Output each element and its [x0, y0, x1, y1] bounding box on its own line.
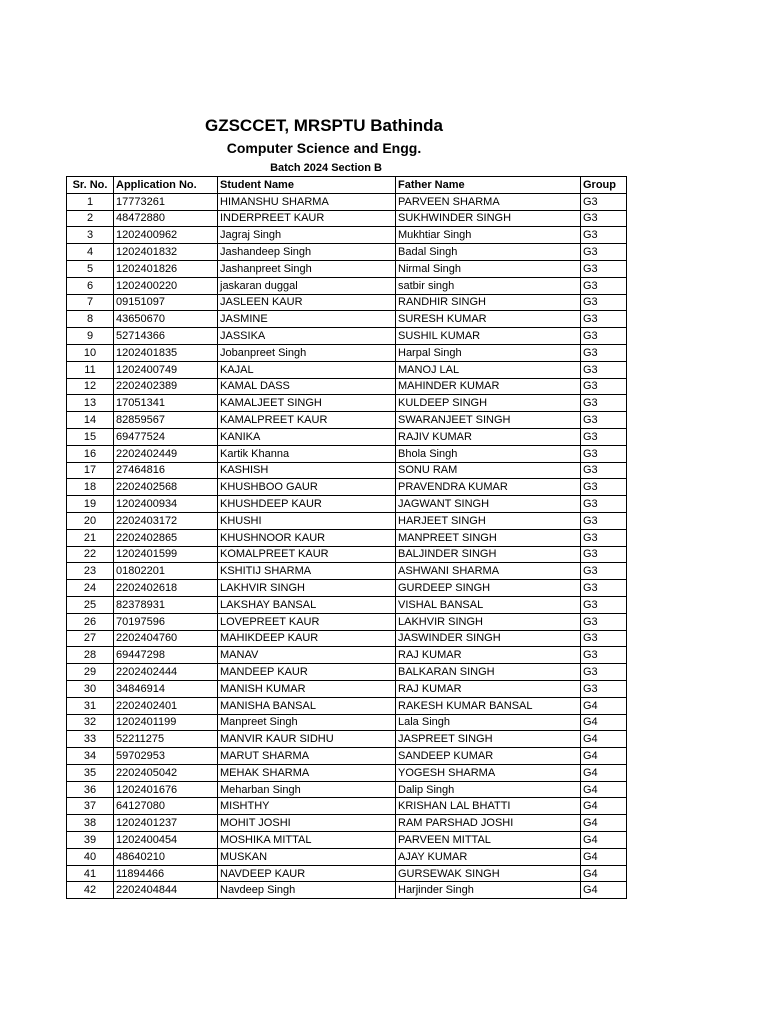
cell-group: G3: [581, 462, 627, 479]
cell-student-name: MANAV: [218, 647, 396, 664]
table-row: [67, 848, 627, 865]
cell-father-name: LAKHVIR SINGH: [396, 613, 581, 630]
cell-student-name: Manpreet Singh: [218, 714, 396, 731]
cell-student-name: MANISHA BANSAL: [218, 697, 396, 714]
cell-student-name: MAHIKDEEP KAUR: [218, 630, 396, 647]
table-row: [67, 428, 627, 445]
cell-application-no: 1202401237: [114, 815, 218, 832]
table-row: [67, 412, 627, 429]
cell-group: G3: [581, 395, 627, 412]
cell-application-no: 1202401832: [114, 244, 218, 261]
table-row: [67, 580, 627, 597]
table-row: [67, 613, 627, 630]
table-row: [67, 277, 627, 294]
table-header-row: [67, 177, 627, 194]
cell-student-name: Jashanpreet Singh: [218, 260, 396, 277]
cell-group: G3: [581, 563, 627, 580]
cell-father-name: SUKHWINDER SINGH: [396, 210, 581, 227]
cell-student-name: KHUSHDEEP KAUR: [218, 496, 396, 513]
cell-sr-no: 32: [67, 714, 114, 731]
cell-student-name: KHUSHI: [218, 512, 396, 529]
cell-student-name: KANIKA: [218, 428, 396, 445]
cell-sr-no: 37: [67, 798, 114, 815]
cell-sr-no: 16: [67, 445, 114, 462]
cell-group: G3: [581, 294, 627, 311]
table-row: [67, 344, 627, 361]
table-row: [67, 361, 627, 378]
cell-student-name: KHUSHNOOR KAUR: [218, 529, 396, 546]
table-row: [67, 462, 627, 479]
cell-sr-no: 38: [67, 815, 114, 832]
cell-application-no: 1202401599: [114, 546, 218, 563]
cell-group: G4: [581, 815, 627, 832]
cell-father-name: PARVEEN MITTAL: [396, 832, 581, 849]
cell-application-no: 1202401835: [114, 344, 218, 361]
cell-father-name: Harpal Singh: [396, 344, 581, 361]
cell-sr-no: 18: [67, 479, 114, 496]
cell-group: G3: [581, 428, 627, 445]
cell-application-no: 70197596: [114, 613, 218, 630]
cell-application-no: 2202405042: [114, 764, 218, 781]
cell-application-no: 17773261: [114, 193, 218, 210]
cell-sr-no: 6: [67, 277, 114, 294]
cell-group: G3: [581, 630, 627, 647]
cell-sr-no: 3: [67, 227, 114, 244]
cell-student-name: HIMANSHU SHARMA: [218, 193, 396, 210]
table-row: [67, 714, 627, 731]
cell-group: G3: [581, 479, 627, 496]
header-sr-no: Sr. No.: [67, 177, 114, 194]
cell-sr-no: 36: [67, 781, 114, 798]
table-body: [67, 193, 627, 898]
header-student-name: Student Name: [218, 177, 396, 194]
cell-group: G3: [581, 613, 627, 630]
cell-group: G3: [581, 260, 627, 277]
cell-group: G3: [581, 361, 627, 378]
cell-student-name: MANDEEP KAUR: [218, 664, 396, 681]
cell-sr-no: 15: [67, 428, 114, 445]
cell-student-name: JASLEEN KAUR: [218, 294, 396, 311]
cell-application-no: 48472880: [114, 210, 218, 227]
cell-group: G4: [581, 748, 627, 765]
cell-sr-no: 8: [67, 311, 114, 328]
cell-application-no: 2202402449: [114, 445, 218, 462]
cell-student-name: KAMALPREET KAUR: [218, 412, 396, 429]
cell-group: G3: [581, 529, 627, 546]
cell-group: G4: [581, 848, 627, 865]
cell-student-name: JASMINE: [218, 311, 396, 328]
table-row: [67, 529, 627, 546]
cell-father-name: KRISHAN LAL BHATTI: [396, 798, 581, 815]
cell-application-no: 17051341: [114, 395, 218, 412]
table-row: [67, 596, 627, 613]
cell-application-no: 2202402865: [114, 529, 218, 546]
cell-sr-no: 5: [67, 260, 114, 277]
cell-father-name: SANDEEP KUMAR: [396, 748, 581, 765]
cell-group: G3: [581, 664, 627, 681]
cell-application-no: 69447298: [114, 647, 218, 664]
cell-father-name: Bhola Singh: [396, 445, 581, 462]
cell-application-no: 82378931: [114, 596, 218, 613]
cell-student-name: Jagraj Singh: [218, 227, 396, 244]
cell-application-no: 69477524: [114, 428, 218, 445]
cell-application-no: 48640210: [114, 848, 218, 865]
cell-application-no: 1202401826: [114, 260, 218, 277]
cell-application-no: 2202404844: [114, 882, 218, 899]
header-father-name: Father Name: [396, 177, 581, 194]
cell-group: G4: [581, 865, 627, 882]
cell-father-name: JASWINDER SINGH: [396, 630, 581, 647]
cell-father-name: SWARANJEET SINGH: [396, 412, 581, 429]
cell-student-name: LAKHVIR SINGH: [218, 580, 396, 597]
cell-group: G3: [581, 680, 627, 697]
cell-application-no: 43650670: [114, 311, 218, 328]
cell-father-name: BALJINDER SINGH: [396, 546, 581, 563]
cell-student-name: KAMALJEET SINGH: [218, 395, 396, 412]
cell-application-no: 2202402401: [114, 697, 218, 714]
cell-father-name: RAKESH KUMAR BANSAL: [396, 697, 581, 714]
cell-application-no: 1202400749: [114, 361, 218, 378]
cell-sr-no: 23: [67, 563, 114, 580]
table-row: [67, 378, 627, 395]
cell-father-name: YOGESH SHARMA: [396, 764, 581, 781]
table-row: [67, 815, 627, 832]
table-row: [67, 512, 627, 529]
cell-sr-no: 1: [67, 193, 114, 210]
cell-application-no: 09151097: [114, 294, 218, 311]
cell-application-no: 1202400220: [114, 277, 218, 294]
cell-group: G3: [581, 647, 627, 664]
cell-student-name: Jashandeep Singh: [218, 244, 396, 261]
cell-father-name: RAJIV KUMAR: [396, 428, 581, 445]
table-row: [67, 479, 627, 496]
table-row: [67, 294, 627, 311]
cell-father-name: PARVEEN SHARMA: [396, 193, 581, 210]
cell-father-name: SUSHIL KUMAR: [396, 328, 581, 345]
cell-application-no: 2202402568: [114, 479, 218, 496]
cell-student-name: LOVEPREET KAUR: [218, 613, 396, 630]
cell-group: G3: [581, 227, 627, 244]
cell-father-name: Badal Singh: [396, 244, 581, 261]
cell-student-name: Meharban Singh: [218, 781, 396, 798]
cell-father-name: SONU RAM: [396, 462, 581, 479]
cell-father-name: MANOJ LAL: [396, 361, 581, 378]
cell-father-name: Lala Singh: [396, 714, 581, 731]
cell-application-no: 1202400454: [114, 832, 218, 849]
cell-group: G3: [581, 210, 627, 227]
cell-sr-no: 29: [67, 664, 114, 681]
table-row: [67, 563, 627, 580]
cell-sr-no: 11: [67, 361, 114, 378]
cell-application-no: 2202402444: [114, 664, 218, 681]
cell-sr-no: 12: [67, 378, 114, 395]
cell-father-name: RAJ KUMAR: [396, 647, 581, 664]
cell-father-name: AJAY KUMAR: [396, 848, 581, 865]
cell-sr-no: 19: [67, 496, 114, 513]
student-list-table: [66, 176, 627, 899]
cell-group: G4: [581, 882, 627, 899]
cell-group: G4: [581, 832, 627, 849]
cell-sr-no: 22: [67, 546, 114, 563]
cell-application-no: 1202401676: [114, 781, 218, 798]
cell-father-name: satbir singh: [396, 277, 581, 294]
cell-sr-no: 40: [67, 848, 114, 865]
cell-group: G3: [581, 193, 627, 210]
cell-student-name: MOSHIKA MITTAL: [218, 832, 396, 849]
cell-father-name: BALKARAN SINGH: [396, 664, 581, 681]
cell-student-name: KOMALPREET KAUR: [218, 546, 396, 563]
table-row: [67, 546, 627, 563]
header-group: Group: [581, 177, 627, 194]
cell-group: G4: [581, 798, 627, 815]
cell-sr-no: 24: [67, 580, 114, 597]
cell-application-no: 34846914: [114, 680, 218, 697]
cell-application-no: 52211275: [114, 731, 218, 748]
cell-father-name: JASPREET SINGH: [396, 731, 581, 748]
cell-group: G3: [581, 378, 627, 395]
cell-application-no: 82859567: [114, 412, 218, 429]
cell-group: G3: [581, 328, 627, 345]
cell-father-name: MANPREET SINGH: [396, 529, 581, 546]
cell-father-name: Nirmal Singh: [396, 260, 581, 277]
table-row: [67, 697, 627, 714]
cell-application-no: 2202404760: [114, 630, 218, 647]
cell-student-name: MUSKAN: [218, 848, 396, 865]
cell-group: G3: [581, 277, 627, 294]
cell-application-no: 1202400962: [114, 227, 218, 244]
table-row: [67, 395, 627, 412]
cell-student-name: MANISH KUMAR: [218, 680, 396, 697]
cell-group: G4: [581, 764, 627, 781]
cell-student-name: MISHTHY: [218, 798, 396, 815]
cell-father-name: Harjinder Singh: [396, 882, 581, 899]
cell-group: G3: [581, 580, 627, 597]
table-row: [67, 748, 627, 765]
cell-sr-no: 10: [67, 344, 114, 361]
cell-father-name: MAHINDER KUMAR: [396, 378, 581, 395]
table-row: [67, 781, 627, 798]
cell-sr-no: 4: [67, 244, 114, 261]
cell-group: G4: [581, 714, 627, 731]
table-row: [67, 445, 627, 462]
table-row: [67, 647, 627, 664]
cell-application-no: 52714366: [114, 328, 218, 345]
table-row: [67, 882, 627, 899]
cell-student-name: JASSIKA: [218, 328, 396, 345]
cell-application-no: 1202401199: [114, 714, 218, 731]
cell-student-name: KAJAL: [218, 361, 396, 378]
cell-sr-no: 14: [67, 412, 114, 429]
cell-sr-no: 25: [67, 596, 114, 613]
document-subtitle: Computer Science and Engg.: [226, 140, 422, 156]
cell-student-name: Navdeep Singh: [218, 882, 396, 899]
cell-student-name: Jobanpreet Singh: [218, 344, 396, 361]
cell-student-name: Kartik Khanna: [218, 445, 396, 462]
cell-father-name: ASHWANI SHARMA: [396, 563, 581, 580]
cell-student-name: KASHISH: [218, 462, 396, 479]
cell-group: G3: [581, 496, 627, 513]
document-title: GZSCCET, MRSPTU Bathinda: [204, 116, 443, 135]
cell-sr-no: 7: [67, 294, 114, 311]
cell-sr-no: 28: [67, 647, 114, 664]
cell-application-no: 2202403172: [114, 512, 218, 529]
table-row: [67, 244, 627, 261]
cell-application-no: 27464816: [114, 462, 218, 479]
cell-student-name: KHUSHBOO GAUR: [218, 479, 396, 496]
cell-sr-no: 13: [67, 395, 114, 412]
cell-sr-no: 35: [67, 764, 114, 781]
table-row: [67, 496, 627, 513]
cell-group: G3: [581, 311, 627, 328]
table-row: [67, 210, 627, 227]
cell-sr-no: 34: [67, 748, 114, 765]
cell-sr-no: 42: [67, 882, 114, 899]
cell-group: G3: [581, 244, 627, 261]
cell-father-name: VISHAL BANSAL: [396, 596, 581, 613]
cell-sr-no: 39: [67, 832, 114, 849]
batch-label: Batch 2024 Section B: [270, 162, 382, 174]
cell-father-name: PRAVENDRA KUMAR: [396, 479, 581, 496]
cell-sr-no: 26: [67, 613, 114, 630]
cell-application-no: 2202402618: [114, 580, 218, 597]
table-row: [67, 260, 627, 277]
cell-father-name: GURDEEP SINGH: [396, 580, 581, 597]
cell-application-no: 1202400934: [114, 496, 218, 513]
cell-student-name: KSHITIJ SHARMA: [218, 563, 396, 580]
cell-application-no: 59702953: [114, 748, 218, 765]
cell-sr-no: 17: [67, 462, 114, 479]
cell-father-name: GURSEWAK SINGH: [396, 865, 581, 882]
cell-student-name: MANVIR KAUR SIDHU: [218, 731, 396, 748]
cell-sr-no: 27: [67, 630, 114, 647]
cell-application-no: 2202402389: [114, 378, 218, 395]
cell-father-name: Mukhtiar Singh: [396, 227, 581, 244]
cell-father-name: RAJ KUMAR: [396, 680, 581, 697]
cell-father-name: HARJEET SINGH: [396, 512, 581, 529]
cell-group: G4: [581, 697, 627, 714]
table-row: [67, 630, 627, 647]
cell-student-name: KAMAL DASS: [218, 378, 396, 395]
cell-application-no: 01802201: [114, 563, 218, 580]
cell-sr-no: 31: [67, 697, 114, 714]
cell-father-name: JAGWANT SINGH: [396, 496, 581, 513]
cell-father-name: SURESH KUMAR: [396, 311, 581, 328]
table-row: [67, 311, 627, 328]
cell-student-name: MARUT SHARMA: [218, 748, 396, 765]
cell-group: G3: [581, 412, 627, 429]
cell-father-name: RANDHIR SINGH: [396, 294, 581, 311]
cell-application-no: 11894466: [114, 865, 218, 882]
cell-sr-no: 20: [67, 512, 114, 529]
cell-sr-no: 2: [67, 210, 114, 227]
table-row: [67, 832, 627, 849]
cell-group: G3: [581, 546, 627, 563]
table-row: [67, 680, 627, 697]
header-application-no: Application No.: [114, 177, 218, 194]
cell-student-name: NAVDEEP KAUR: [218, 865, 396, 882]
cell-sr-no: 41: [67, 865, 114, 882]
cell-student-name: LAKSHAY BANSAL: [218, 596, 396, 613]
cell-group: G4: [581, 731, 627, 748]
cell-group: G3: [581, 512, 627, 529]
cell-group: G3: [581, 596, 627, 613]
cell-sr-no: 9: [67, 328, 114, 345]
table-row: [67, 664, 627, 681]
table-row: [67, 328, 627, 345]
table-row: [67, 193, 627, 210]
cell-father-name: Dalip Singh: [396, 781, 581, 798]
table-row: [67, 731, 627, 748]
cell-father-name: RAM PARSHAD JOSHI: [396, 815, 581, 832]
cell-group: G3: [581, 344, 627, 361]
cell-group: G4: [581, 781, 627, 798]
table-row: [67, 865, 627, 882]
cell-father-name: KULDEEP SINGH: [396, 395, 581, 412]
cell-sr-no: 21: [67, 529, 114, 546]
table-row: [67, 764, 627, 781]
cell-student-name: jaskaran duggal: [218, 277, 396, 294]
table-row: [67, 227, 627, 244]
cell-student-name: MOHIT JOSHI: [218, 815, 396, 832]
cell-student-name: INDERPREET KAUR: [218, 210, 396, 227]
cell-sr-no: 33: [67, 731, 114, 748]
table-row: [67, 798, 627, 815]
cell-student-name: MEHAK SHARMA: [218, 764, 396, 781]
cell-group: G3: [581, 445, 627, 462]
cell-sr-no: 30: [67, 680, 114, 697]
cell-application-no: 64127080: [114, 798, 218, 815]
